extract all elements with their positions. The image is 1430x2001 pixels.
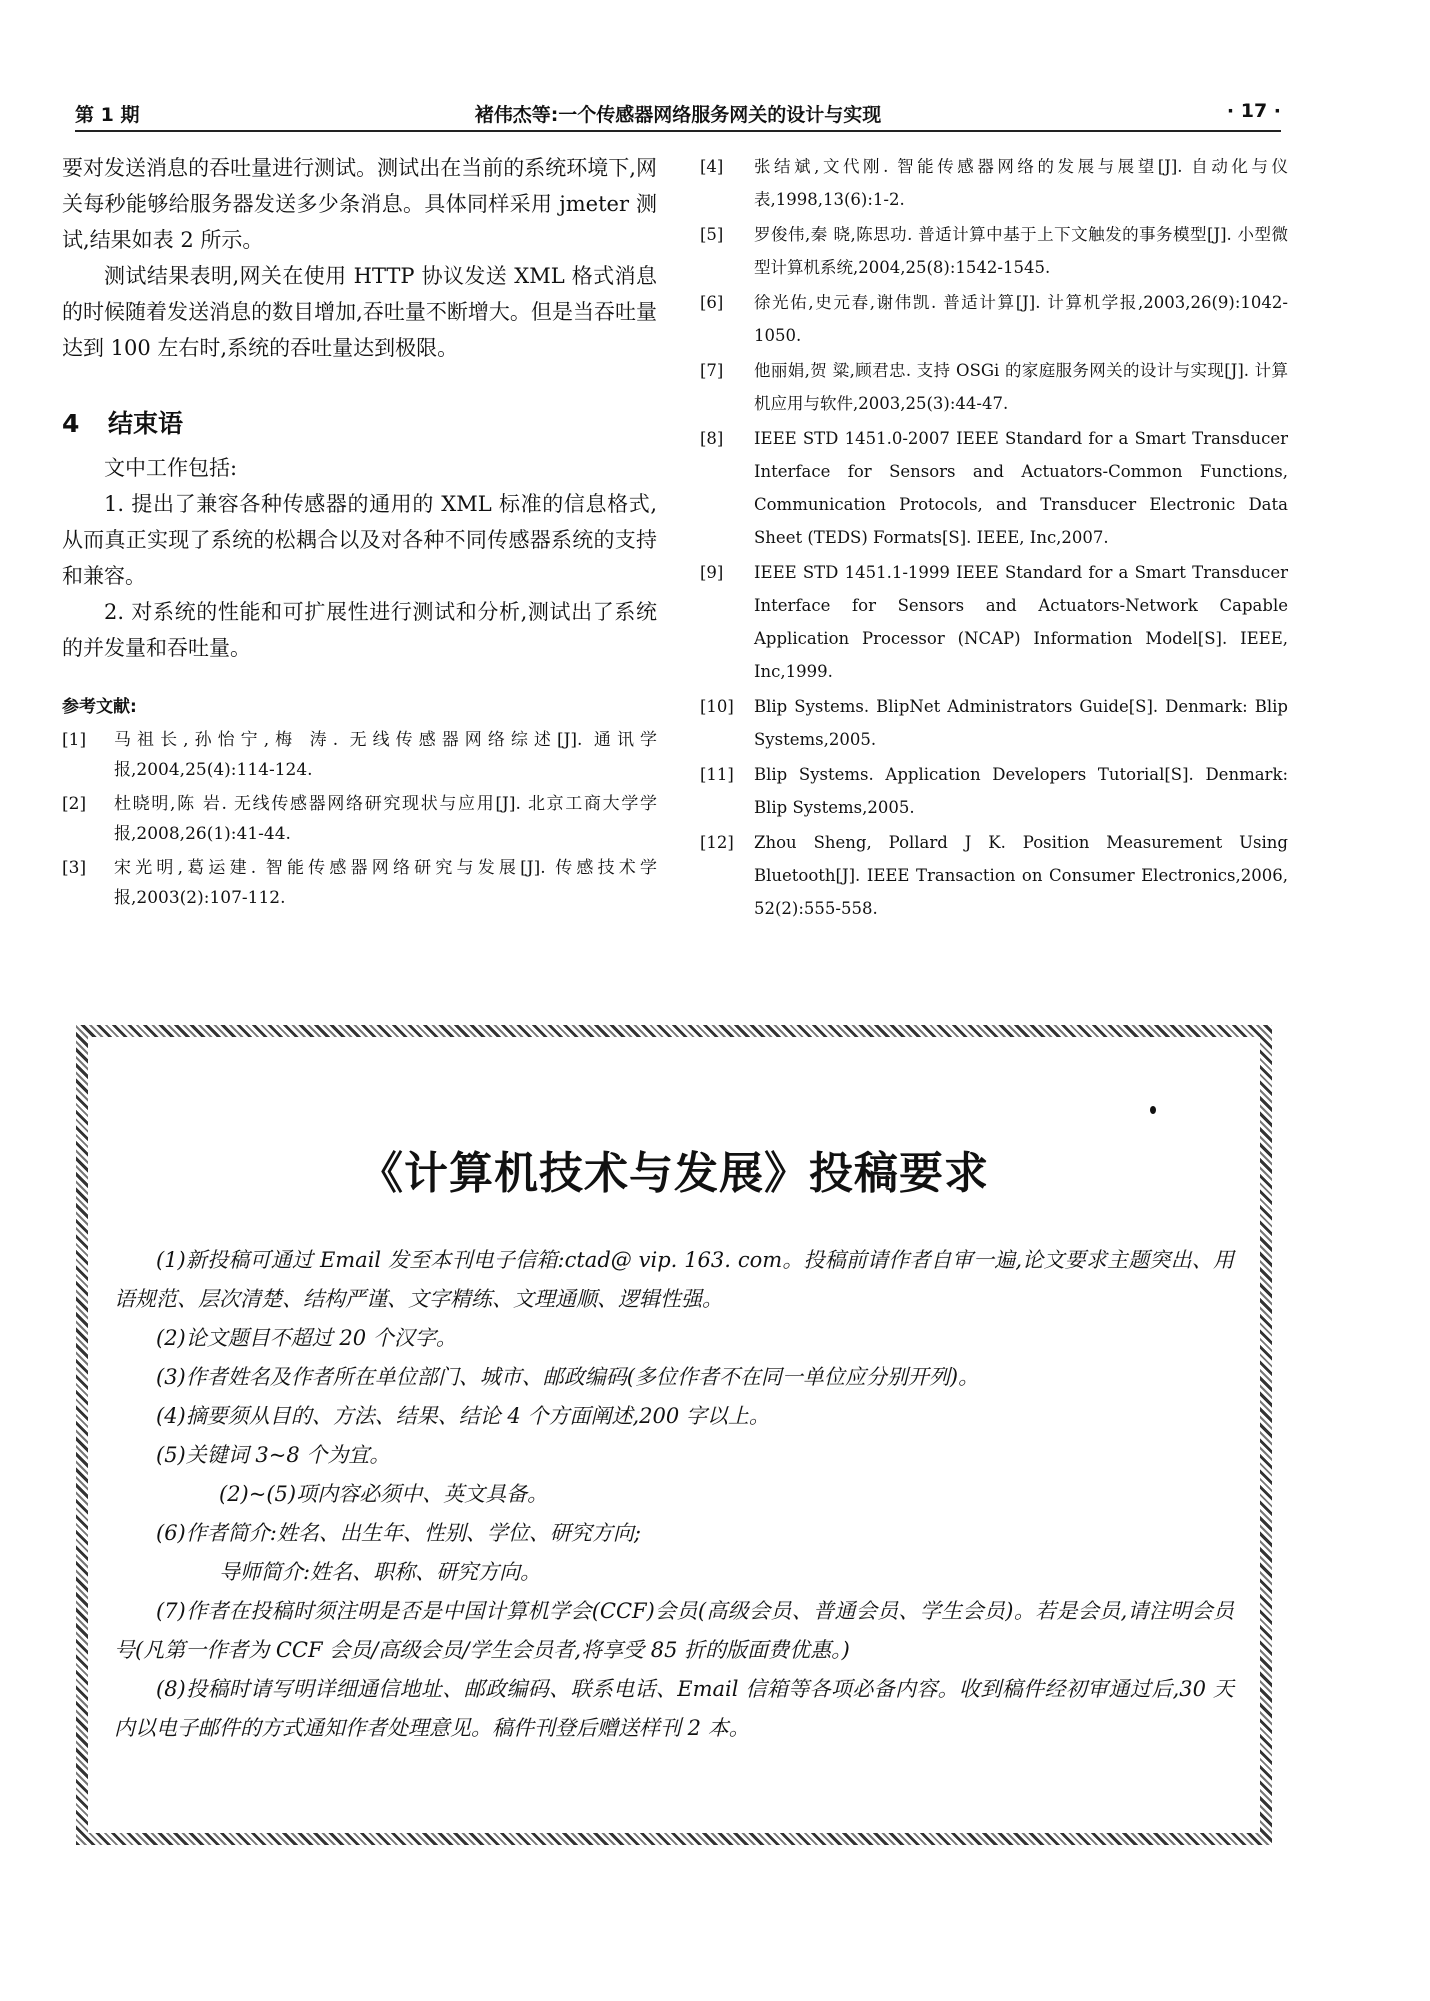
- reference-number: [6]: [700, 293, 724, 312]
- submission-notice-box: [76, 1025, 1272, 1845]
- reference-text: 罗俊伟,秦 晓,陈思功. 普适计算中基于上下文触发的事务模型[J]. 小型微型计算机系统,2004,25(8):1542-1545.: [754, 225, 1288, 277]
- reference-number: [4]: [700, 157, 724, 176]
- reference-text: 张结斌,文代刚. 智能传感器网络的发展与展望[J]. 自动化与仪表,1998,13(6):1-2.: [754, 157, 1288, 209]
- reference-item: [62, 789, 657, 849]
- reference-number: [1]: [62, 730, 87, 750]
- left-column: [62, 150, 657, 917]
- notice-item-6: (6)作者简介:姓名、出生年、性别、学位、研究方向;: [156, 1521, 641, 1545]
- reference-text: IEEE STD 1451.0-2007 IEEE Standard for a Smart Transducer Interface for Sensors and Actuators-Common Functions, Communication Protocols, and Transducer Electronic Data Sheet (TEDS) Formats[S]. IEEE, Inc,2007.: [754, 429, 1288, 547]
- reference-number: [2]: [62, 794, 87, 814]
- ink-speck: [1150, 1106, 1156, 1114]
- reference-text: Zhou Sheng, Pollard J K. Position Measurement Using Bluetooth[J]. IEEE Transaction on Consumer Electronics,2006, 52(2):555-558.: [754, 833, 1288, 918]
- body-paragraph-2: 测试结果表明,网关在使用 HTTP 协议发送 XML 格式消息的时候随着发送消息的数目增加,吞吐量不断增大。但是当吞吐量达到 100 左右时,系统的吞吐量达到极限。: [62, 264, 657, 360]
- reference-number: [10]: [700, 697, 734, 716]
- reference-item: [700, 286, 1288, 352]
- notice-item-4: (4)摘要须从目的、方法、结果、结论 4 个方面阐述,200 字以上。: [156, 1404, 770, 1428]
- notice-item-3: (3)作者姓名及作者所在单位部门、城市、邮政编码(多位作者不在同一单位应分别开列)。: [156, 1365, 980, 1389]
- notice-item-7: (7)作者在投稿时须注明是否是中国计算机学会(CCF)会员(高级会员、普通会员、学生会员)。若是会员,请注明会员号(凡第一作者为 CCF 会员/高级会员/学生会员者,将享受 85 折的版面费优惠。): [114, 1599, 1234, 1662]
- reference-item: [700, 422, 1288, 554]
- notice-item-advisor: 导师简介:姓名、职称、研究方向。: [219, 1560, 542, 1584]
- notice-content: [114, 1037, 1234, 1833]
- reference-item: [700, 354, 1288, 420]
- section-title: 结束语: [108, 409, 184, 438]
- reference-item: [700, 758, 1288, 824]
- section-paragraph-3: 2. 对系统的性能和可扩展性进行测试和分析,测试出了系统的并发量和吞吐量。: [62, 600, 657, 660]
- reference-item: [62, 725, 657, 785]
- reference-item: [700, 826, 1288, 925]
- notice-item-2: (2)论文题目不超过 20 个汉字。: [156, 1326, 457, 1350]
- body-paragraph-1: 要对发送消息的吞吐量进行测试。测试出在当前的系统环境下,网关每秒能够给服务器发送多少条消息。具体同样采用 jmeter 测试,结果如表 2 所示。: [62, 156, 657, 252]
- issue-number: 第 1 期: [75, 104, 140, 126]
- section-number: 4: [62, 409, 80, 438]
- reference-number: [7]: [700, 361, 724, 380]
- running-header: [75, 96, 1281, 132]
- reference-text: 宋光明,葛运建. 智能传感器网络研究与发展[J]. 传感技术学报,2003(2):107-112.: [114, 858, 657, 908]
- section-heading: [62, 404, 657, 440]
- notice-item-8: (8)投稿时请写明详细通信地址、邮政编码、联系电话、Email 信箱等各项必备内容。收到稿件经初审通过后,30 天内以电子邮件的方式通知作者处理意见。稿件刊登后赠送样刊 2 本。: [114, 1677, 1234, 1740]
- reference-text: Blip Systems. Application Developers Tutorial[S]. Denmark: Blip Systems,2005.: [754, 765, 1288, 817]
- reference-text: 徐光佑,史元春,谢伟凯. 普适计算[J]. 计算机学报,2003,26(9):1042-1050.: [754, 293, 1288, 345]
- reference-text: IEEE STD 1451.1-1999 IEEE Standard for a Smart Transducer Interface for Sensors and Actuators-Network Capable Application Processor (NCAP) Information Model[S]. IEEE, Inc,1999.: [754, 563, 1288, 681]
- reference-text: Blip Systems. BlipNet Administrators Guide[S]. Denmark: Blip Systems,2005.: [754, 697, 1288, 749]
- section-paragraph-2: 1. 提出了兼容各种传感器的通用的 XML 标准的信息格式,从而真正实现了系统的松耦合以及对各种不同传感器系统的支持和兼容。: [62, 492, 657, 588]
- section-paragraph-1: 文中工作包括:: [104, 456, 238, 480]
- reference-item: [700, 690, 1288, 756]
- reference-item: [700, 218, 1288, 284]
- right-column: [700, 150, 1288, 927]
- notice-item-1: (1)新投稿可通过 Email 发至本刊电子信箱:ctad@ vip. 163. com。投稿前请作者自审一遍,论文要求主题突出、用语规范、层次清楚、结构严谨、文字精练、文理通顺、逻辑性强。: [114, 1248, 1234, 1311]
- references-heading: 参考文献:: [62, 697, 137, 717]
- reference-number: [12]: [700, 833, 734, 852]
- reference-item: [700, 556, 1288, 688]
- reference-number: [3]: [62, 858, 87, 878]
- reference-text: 杜晓明,陈 岩. 无线传感器网络研究现状与应用[J]. 北京工商大学学报,2008,26(1):41-44.: [114, 794, 657, 844]
- reference-number: [8]: [700, 429, 724, 448]
- reference-number: [9]: [700, 563, 724, 582]
- reference-item: [62, 853, 657, 913]
- reference-text: 他丽娟,贺 粱,顾君忠. 支持 OSGi 的家庭服务网关的设计与实现[J]. 计算机应用与软件,2003,25(3):44-47.: [754, 361, 1288, 413]
- reference-item: [700, 150, 1288, 216]
- notice-item-note: (2)~(5)项内容必须中、英文具备。: [219, 1482, 549, 1506]
- notice-title: 《计算机技术与发展》投稿要求: [359, 1148, 989, 1199]
- page-number: · 17 ·: [1226, 100, 1281, 122]
- reference-text: 马祖长,孙怡宁,梅 涛. 无线传感器网络综述[J]. 通讯学报,2004,25(4):114-124.: [114, 730, 657, 780]
- running-title: 褚伟杰等:一个传感器网络服务网关的设计与实现: [474, 104, 882, 126]
- notice-item-5: (5)关键词 3~8 个为宜。: [156, 1443, 391, 1467]
- reference-number: [11]: [700, 765, 734, 784]
- reference-number: [5]: [700, 225, 724, 244]
